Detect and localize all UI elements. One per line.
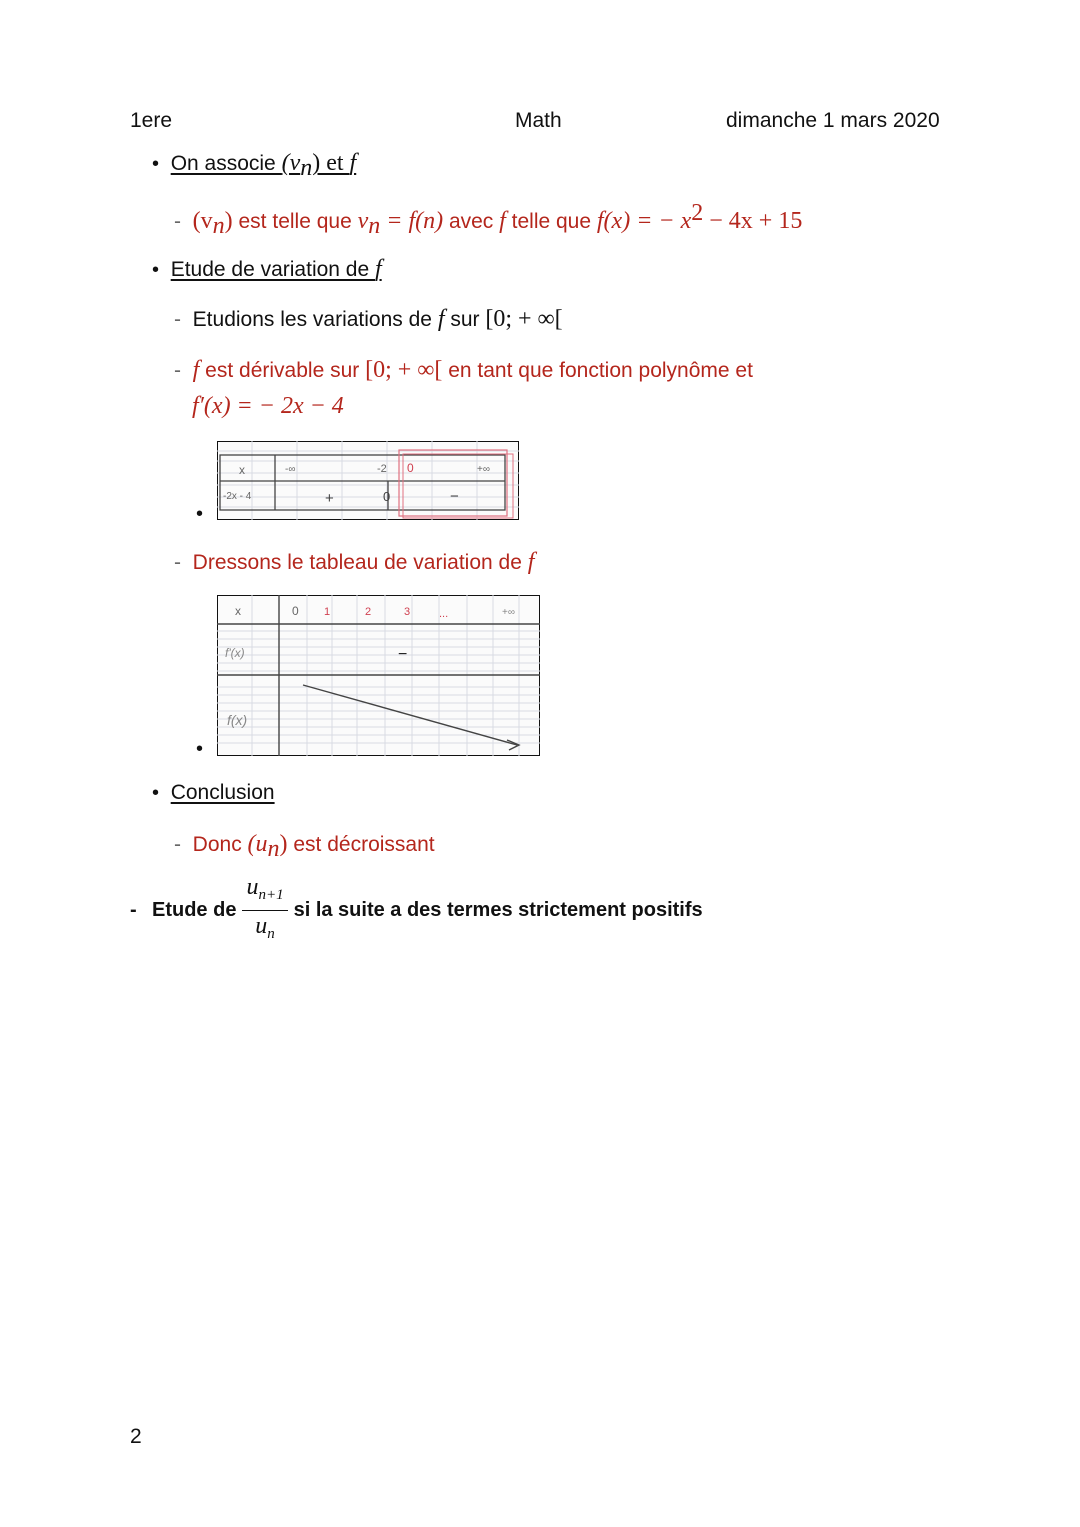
variation-table-value: 0 — [292, 604, 299, 618]
sign-table-root: -2 — [377, 463, 387, 475]
sign-table-x-label: x — [239, 463, 245, 477]
ratio-fraction: $\frac{u_{n+1}}{u_n}$ — [242, 872, 287, 949]
variation-table-value: 1 — [324, 606, 331, 618]
sign-table-plus: + — [325, 490, 334, 507]
page-number: 2 — [130, 1425, 142, 1448]
header-subject: Math — [515, 109, 562, 132]
variation-item-1: - Etudions les variations de f sur [0; + ∞[ — [174, 306, 563, 332]
associate-line: - $(v_n)$ est telle que $v_n = f(n)$ avec f telle que f(x) = − $x^2 - 4x + 15$ — [174, 200, 803, 239]
variation-table-value: +∞ — [502, 607, 515, 618]
variation-item-3: - Dressons le tableau de variation de f — [174, 549, 535, 575]
bullet-conclusion: • Conclusion — [152, 781, 275, 804]
ratio-heading: - Etude de $\frac{u_{n+1}}{u_n}$ si la suite a des termes strictement positifs — [130, 872, 703, 949]
variation-table-f-label: f(x) — [227, 712, 248, 728]
bullet-dot: • — [196, 738, 204, 760]
variation-table-sign: − — [398, 646, 408, 663]
derivative-formula: f′(x) = − 2x − 4 — [192, 393, 344, 419]
conclusion-line: - Donc $(u_n)$ est décroissant — [174, 831, 435, 862]
header-level: 1ere — [130, 109, 173, 132]
variation-table-value: ... — [439, 608, 449, 620]
variation-item-2: - f est dérivable sur [0; + ∞[ en tant que fonction polynôme et — [174, 357, 753, 383]
sign-table-plus-inf: +∞ — [477, 464, 490, 475]
sign-table-row2-label: -2x - 4 — [223, 491, 252, 502]
variation-table-fprime-label: f'(x) — [225, 646, 245, 660]
bullet-dot: • — [196, 503, 204, 525]
sign-table-minus: − — [450, 488, 459, 505]
variation-table-value: 3 — [404, 606, 411, 618]
sign-table-zero-mark: 0 — [383, 489, 391, 504]
header-date: dimanche 1 mars 2020 — [726, 109, 940, 132]
variation-table-value: 2 — [365, 606, 372, 618]
variation-table-x-label: x — [235, 604, 241, 618]
sign-table-zero: 0 — [407, 461, 414, 475]
sign-table-minus-inf: -∞ — [285, 464, 296, 475]
bullet-variation: • Etude de variation de f — [152, 256, 382, 282]
sign-table-image — [217, 441, 519, 520]
variation-table-image — [217, 595, 540, 756]
bullet-associate: • On associe $(v_n)$ et f — [152, 150, 357, 181]
